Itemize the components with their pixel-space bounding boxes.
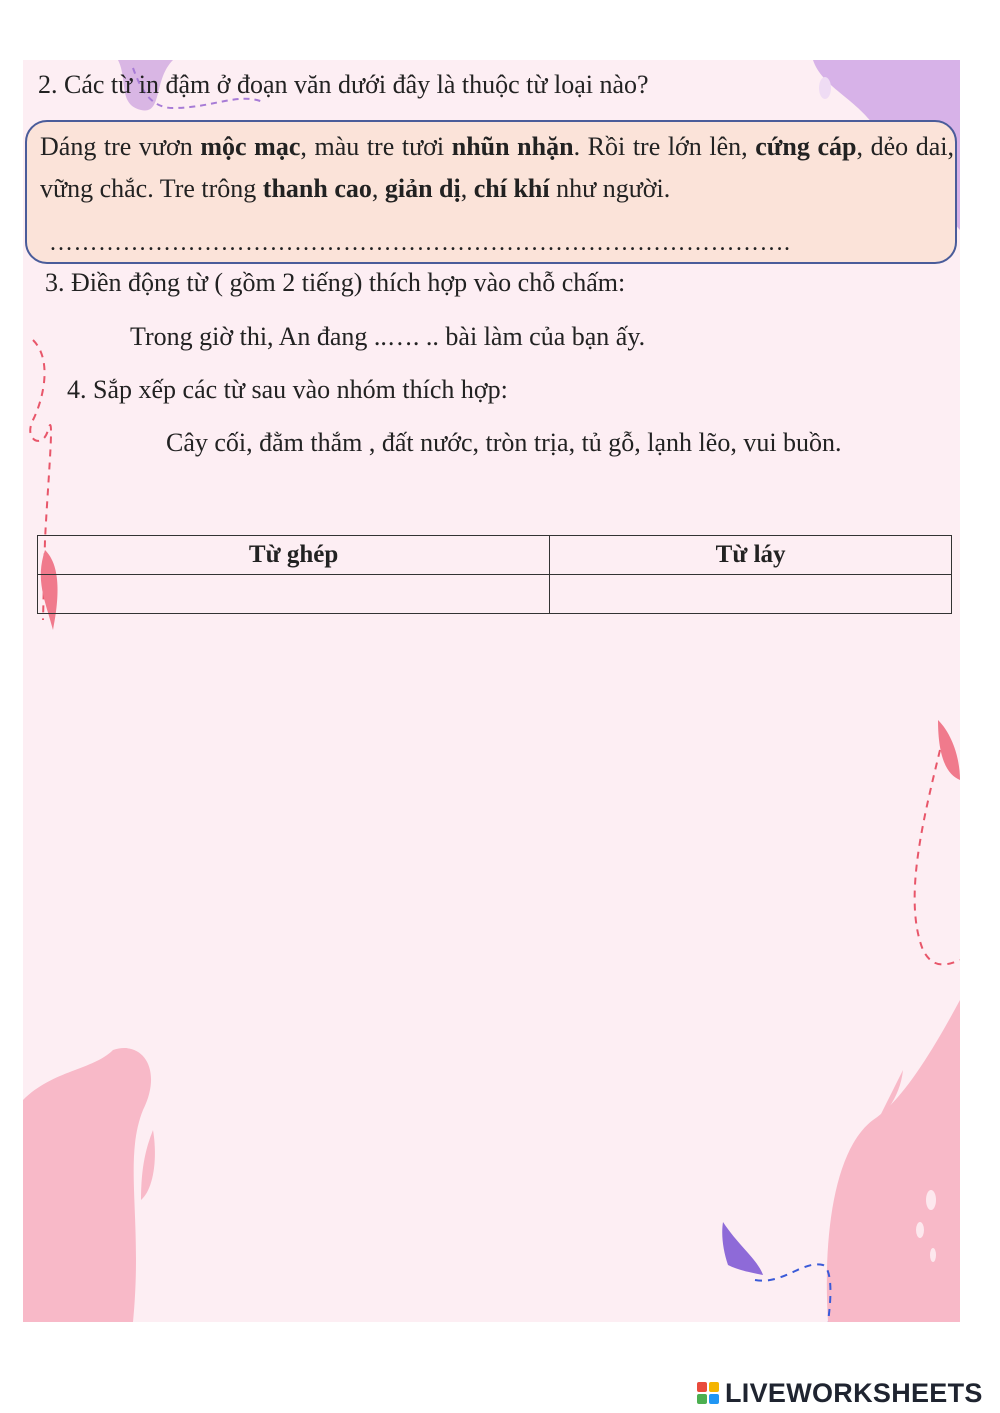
table-row xyxy=(38,575,952,614)
blue-dashed-curve-bottom xyxy=(755,1264,830,1322)
white-dot-3 xyxy=(930,1248,936,1262)
question-3-title: 3. Điền động từ ( gồm 2 tiếng) thích hợp vào chỗ chấm: xyxy=(45,268,626,297)
pink-blob-bottom-right xyxy=(827,1000,960,1322)
question-4-word-list: Cây cối, đằm thắm , đất nước, tròn trịa, tủ gỗ, lạnh lẽo, vui buồn. xyxy=(166,428,842,457)
answer-line-q2[interactable]: ………………………………………………………………………………. xyxy=(49,230,791,256)
bold-word: giản dị xyxy=(384,174,461,203)
pink-blob-bottom-left xyxy=(23,1048,151,1322)
red-dashed-curve-right xyxy=(915,750,960,964)
pink-streak-bottom-left xyxy=(141,1130,155,1200)
bold-word: cứng cáp xyxy=(755,132,857,161)
brand-name: LIVEWORKSHEETS xyxy=(725,1377,983,1408)
passage-segment: như người. xyxy=(549,174,671,203)
logo-square-2 xyxy=(709,1382,719,1392)
passage-segment: , dẻo dai, vững chắc. Tre trông xyxy=(40,132,954,203)
bold-word: mộc mạc xyxy=(200,132,301,161)
passage-segment: , màu tre tươi xyxy=(300,132,452,161)
logo-square-3 xyxy=(697,1394,707,1404)
question-2-title: 2. Các từ in đậm ở đoạn văn dưới đây là thuộc từ loại nào? xyxy=(38,70,649,99)
header-tu-lay: Từ láy xyxy=(550,536,952,575)
answer-cell-tu-lay[interactable] xyxy=(550,575,952,614)
passage-segment: , xyxy=(460,174,474,203)
answer-cell-tu-ghep[interactable] xyxy=(38,575,550,614)
table-header-row xyxy=(38,536,952,575)
logo-square-4 xyxy=(709,1394,719,1404)
worksheet-page xyxy=(23,60,960,1322)
passage-text xyxy=(40,126,954,210)
white-dot-1 xyxy=(926,1190,936,1210)
red-leaf-right xyxy=(938,720,960,780)
liveworksheets-logo-icon xyxy=(697,1382,719,1404)
bold-word: thanh cao xyxy=(262,174,372,203)
passage-segment: , xyxy=(371,174,385,203)
passage-segment: . Rồi tre lớn lên, xyxy=(573,132,756,161)
bold-word: chí khí xyxy=(473,174,550,203)
liveworksheets-brand xyxy=(697,1375,983,1411)
white-dot-2 xyxy=(916,1222,924,1238)
passage-segment: Dáng tre vươn xyxy=(40,132,201,161)
logo-square-1 xyxy=(697,1382,707,1392)
question-4-title: 4. Sắp xếp các từ sau vào nhóm thích hợp: xyxy=(67,375,508,404)
question-3-sentence[interactable]: Trong giờ thi, An đang ..…. .. bài làm của bạn ấy. xyxy=(130,322,646,351)
word-group-table xyxy=(37,535,952,614)
header-tu-ghep: Từ ghép xyxy=(38,536,550,575)
passage-box xyxy=(25,120,957,264)
purple-leaf-bottom xyxy=(722,1222,763,1275)
bold-word: nhũn nhặn xyxy=(451,132,574,161)
purple-dot xyxy=(819,77,831,99)
